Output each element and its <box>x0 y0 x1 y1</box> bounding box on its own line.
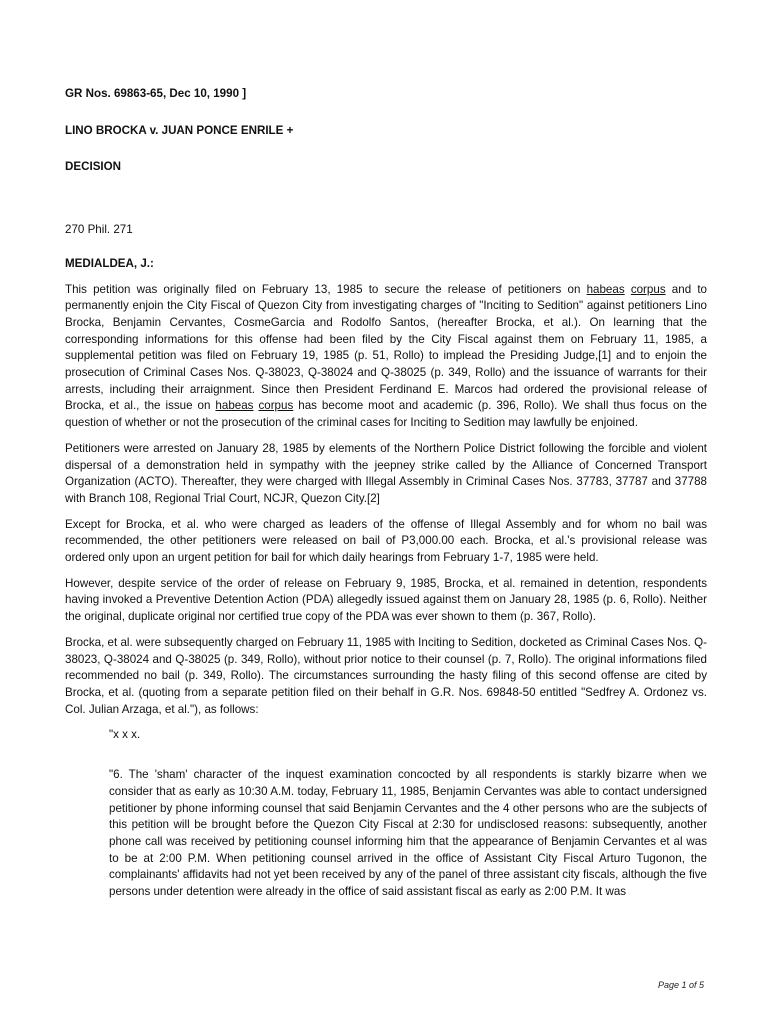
paragraph-5: Brocka, et al. were subsequently charged on February 11, 1985 with Inciting to Sedition, docketed as Criminal Cases Nos. Q-38023, Q-38024 and Q-38025 (p. 349, Rollo), without prior notice to their counsel (p. 7, Rollo). The original informations filed recommended no bail (p. 349, Rollo). The circumstances surrounding the hasty filing of this second offense are cited by Brocka, et al. (quoting from a separate petition filed on their behalf in G.R. Nos. 69848-50 entitled "Sedfrey A. Ordonez vs. Col. Julian Arzaga, et al."), as follows: <box>65 635 707 716</box>
quote-ellipsis: "x x x. <box>109 728 141 742</box>
corpus-term: corpus <box>630 282 666 296</box>
page-number: Page 1 of 5 <box>657 980 704 990</box>
phil-citation: 270 Phil. 271 <box>65 223 133 237</box>
decision-heading: DECISION <box>65 160 122 174</box>
paragraph-3: Except for Brocka, et al. who were charged as leaders of the offense of Illegal Assembly and for whom no bail was recommended, the other petitioners were released on bail of P3,000.00 each. Brocka, et al.'s provisional release was ordered only upon an urgent petition for bail for which daily hearings from February 1-7, 1985 were held. <box>65 517 707 565</box>
habeas-term: habeas <box>586 282 625 296</box>
paragraph-1-text-b: and to permanently enjoin the City Fiscal of Quezon City from investigating charges of "Inciting to Sedition" against petitioners Lino Brocka, Benjamin Cervantes, CosmeGarcia and Rodolfo Santos, (hereafter Brocka, et al.). On learning that the corresponding informations for this offense had been filed by the City Fiscal against them on February 11, 1985, a supplemental petition was filed on February 19, 1985 (p. 51, Rollo) to implead the Presiding Judge,[1] and to enjoin the prosecution of Criminal Cases Nos. Q-38023, Q-38024 and Q-38025 (p. 349, Rollo) and the issuance of warrants for their arrests, including their arraignment. Since then President Ferdinand E. Marcos had ordered the provisional release of Brocka, et al., the issue on <box>65 282 707 413</box>
document-body <box>65 86 707 901</box>
paragraph-1-text-a: This petition was originally filed on February 13, 1985 to secure the release of petitioners on <box>65 282 587 296</box>
paragraph-1-text-c: has become moot and academic (p. 396, Rollo). We shall thus focus on the question of whether or not the prosecution of the criminal cases for Inciting to Sedition may lawfully be enjoined. <box>65 399 707 430</box>
habeas-term: habeas <box>215 399 254 413</box>
case-gr-number: GR Nos. 69863-65, Dec 10, 1990 ] <box>65 87 247 100</box>
quote-paragraph-6: "6. The 'sham' character of the inquest examination concocted by all respondents is starkly bizarre when we consider that as early as 10:30 A.M. today, February 11, 1985, Benjamin Cervantes was able to contact undersigned petitioner by phone informing counsel that said Benjamin Cervantes and the 4 other persons who are the subjects of this petition will be brought before the Quezon City Fiscal at 2:30 for undisclosed reasons: subsequently, another phone call was received by petitioning counsel informing him that the appearance of Benjamin Cervantes et al was to be at 2:00 P.M. When petitioning counsel arrived in the office of Assistant City Fiscal Arturo Tugonon, the complainants' affidavits had not yet been received by any of the panel of three assistant city fiscals, although the five persons under detention were already in the office of said assistant fiscal as early as 2:00 P.M. It was <box>109 768 707 899</box>
paragraph-2: Petitioners were arrested on January 28, 1985 by elements of the Northern Police District following the forcible and violent dispersal of a demonstration held in sympathy with the jeepney strike called by the Alliance of Concerned Transport Organization (ACTO). Thereafter, they were charged with Illegal Assembly in Criminal Cases Nos. 37783, 37787 and 37788 with Branch 108, Regional Trial Court, NCJR, Quezon City.[2] <box>65 441 707 505</box>
paragraph-1 <box>65 282 707 432</box>
ponente: MEDIALDEA, J.: <box>65 256 154 270</box>
paragraph-4: However, despite service of the order of release on February 9, 1985, Brocka, et al. remained in detention, respondents having invoked a Preventive Detention Action (PDA) allegedly issued against them on January 28, 1985 (p. 6, Rollo). Neither the original, duplicate original nor certified true copy of the PDA was ever shown to them (p. 367, Rollo). <box>65 576 707 624</box>
corpus-term: corpus <box>258 399 294 413</box>
case-title: LINO BROCKA v. JUAN PONCE ENRILE + <box>65 123 294 137</box>
